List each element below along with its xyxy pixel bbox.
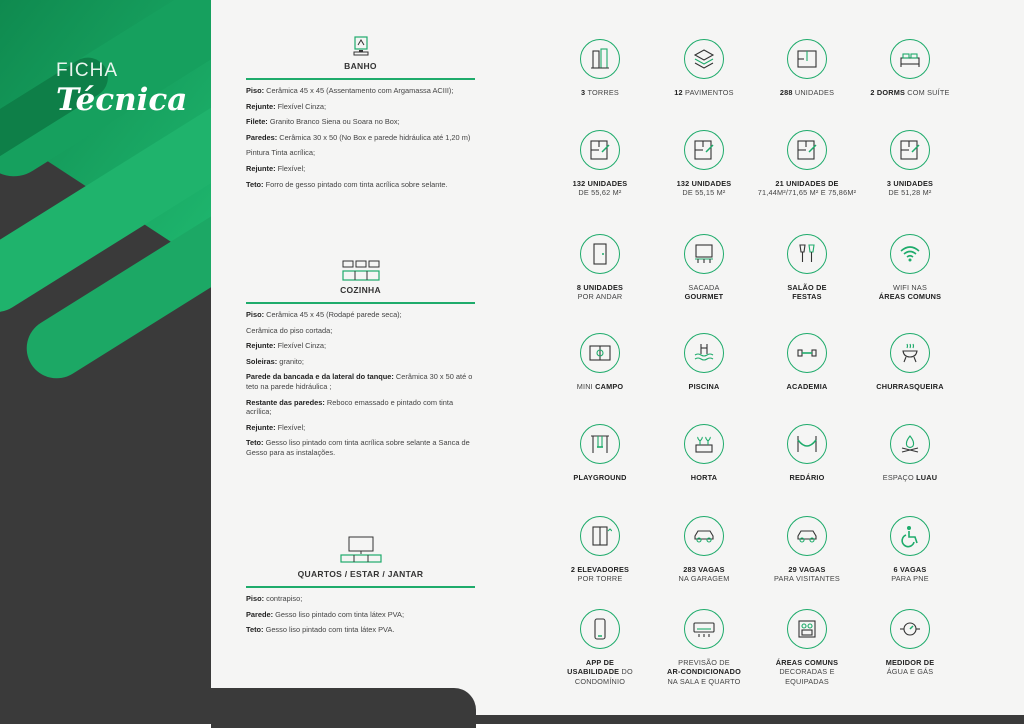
garden-icon — [684, 424, 724, 464]
feature-item — [752, 424, 862, 482]
divider — [246, 302, 475, 304]
feature-label-text: 29 VAGAS — [788, 565, 826, 574]
spec-label: Rejunte: — [246, 101, 276, 111]
feature-label-text: DE 55,62 M² — [578, 188, 622, 198]
feature-label-text: 21 UNIDADES DE — [775, 179, 839, 188]
feature-item — [545, 609, 655, 686]
feature-label-text: ÁREAS COMUNS — [878, 292, 942, 302]
feature-item — [649, 130, 759, 198]
feature-label — [752, 658, 862, 686]
feature-label-text: CONDOMÍNIO — [574, 676, 626, 686]
feature-label-line — [752, 667, 862, 676]
spec-item — [246, 164, 475, 174]
feature-label — [649, 473, 759, 482]
feature-label-line — [545, 179, 655, 188]
feature-item — [752, 234, 862, 302]
feature-label-text: HORTA — [690, 473, 718, 482]
spec-text: Cerâmica 30 x 50 (No Box e parede hidráulica até 1,20 m) — [277, 132, 471, 142]
feature-label-text: ACADEMIA — [786, 382, 828, 391]
feature-item — [545, 516, 655, 584]
hammock-icon — [787, 424, 827, 464]
feature-label-text: 6 VAGAS — [893, 565, 927, 574]
spec-item — [246, 610, 475, 620]
soccer-field-icon — [580, 333, 620, 373]
feature-label — [545, 88, 655, 97]
feature-item — [752, 333, 862, 391]
feature-label-line — [545, 292, 655, 301]
feature-label-line — [545, 88, 655, 97]
section-title: BANHO — [344, 61, 377, 71]
spec-text: Gesso liso pintado com tinta látex PVA; — [273, 609, 405, 619]
pool-icon — [684, 333, 724, 373]
kitchen-icon — [341, 260, 381, 282]
meter-icon — [890, 609, 930, 649]
feature-label-text: GOURMET — [684, 292, 724, 302]
car-icon — [787, 516, 827, 556]
feature-label-line — [545, 283, 655, 292]
spec-item — [246, 86, 475, 96]
spec-list — [246, 594, 475, 635]
feature-label-text: NA SALA E QUARTO — [667, 676, 741, 686]
feature-label — [649, 382, 759, 391]
swing-icon — [580, 424, 620, 464]
feature-label-line — [752, 88, 862, 97]
spec-label: Teto: — [246, 625, 264, 635]
spec-item — [246, 357, 475, 367]
spec-item — [246, 117, 475, 127]
spec-text: Granito Branco Siena ou Soara no Box; — [267, 117, 400, 127]
feature-label — [855, 283, 965, 302]
feature-label — [649, 179, 759, 198]
feature-label-text: SACADA — [688, 283, 720, 292]
feature-label-text: PLAYGROUND — [573, 473, 627, 482]
spec-text: Cerâmica 45 x 45 (Rodapé parede seca); — [264, 310, 402, 319]
feature-label-text: 3 UNIDADES — [886, 179, 934, 188]
floorplan-icon — [684, 130, 724, 170]
spec-item — [246, 341, 475, 351]
spec-list — [246, 86, 475, 189]
spec-text: Pintura Tinta acrílica; — [246, 148, 316, 158]
feature-label-text: 288 — [779, 88, 795, 97]
spec-text: Forro de gesso pintado com tinta acrílica sobre selante. — [263, 179, 448, 189]
left-panel — [0, 0, 211, 724]
feature-label-text: CAMPO — [595, 382, 624, 391]
feature-label-line — [855, 88, 965, 97]
floors-icon — [684, 39, 724, 79]
feature-item — [855, 130, 965, 198]
feature-label-text: 3 — [581, 88, 588, 97]
feature-label-text: ESPAÇO — [882, 473, 917, 482]
divider — [246, 586, 475, 588]
floorplan-icon — [787, 130, 827, 170]
door-icon — [580, 234, 620, 274]
feature-label-text: 8 UNIDADES — [576, 283, 624, 292]
feature-label-line — [649, 292, 759, 301]
feature-label-text: FESTAS — [792, 292, 822, 302]
living-room-icon — [339, 536, 383, 566]
feature-label-text: DECORADAS E — [779, 667, 835, 677]
feature-item — [752, 516, 862, 584]
elevator-icon — [580, 516, 620, 556]
feature-label — [752, 283, 862, 302]
feature-label-line — [545, 677, 655, 686]
divider — [246, 78, 475, 80]
feature-label-line — [752, 473, 862, 482]
feature-label — [752, 88, 862, 97]
feature-label-text: PARA PNE — [891, 574, 929, 584]
feature-label-line — [752, 283, 862, 292]
feature-label-text: AR-CONDICIONADO — [667, 667, 741, 677]
spec-label: Rejunte: — [246, 422, 276, 432]
spec-item — [246, 625, 475, 635]
spec-text: Cerâmica 45 x 45 (Assentamento com Argamassa ACIII); — [264, 86, 454, 95]
feature-label — [545, 565, 655, 584]
spec-item — [246, 148, 475, 158]
feature-item — [649, 39, 759, 97]
feature-item — [545, 39, 655, 97]
feature-label — [545, 382, 655, 391]
feature-label — [545, 473, 655, 482]
spec-text: granito; — [277, 356, 304, 366]
floorplan-icon — [580, 130, 620, 170]
section-quartos — [246, 536, 475, 635]
feature-label — [855, 473, 965, 482]
feature-label-text: PISCINA — [688, 382, 720, 391]
spec-item — [246, 133, 475, 143]
feature-label-line — [649, 473, 759, 482]
feature-item — [855, 424, 965, 482]
feature-label-text: APP DE — [585, 658, 615, 667]
feature-label-text: POR TORRE — [577, 574, 623, 584]
car-icon — [684, 516, 724, 556]
spec-label: Rejunte: — [246, 341, 276, 351]
feature-label-line — [752, 292, 862, 301]
spec-item — [246, 180, 475, 190]
feature-label — [649, 88, 759, 97]
feature-label-text: REDÁRIO — [789, 473, 825, 482]
feature-label-text: PARA VISITANTES — [774, 574, 840, 584]
feature-label-text: MEDIDOR DE — [885, 658, 935, 667]
feature-label — [545, 658, 655, 686]
spec-label: Piso: — [246, 594, 265, 603]
feature-label-line — [855, 292, 965, 301]
smartphone-icon — [580, 609, 620, 649]
feature-item — [855, 39, 965, 97]
feature-label-line — [649, 677, 759, 686]
spec-item — [246, 423, 475, 433]
feature-label-text: ÁREAS COMUNS — [775, 658, 839, 667]
spec-text: Flexível; — [275, 422, 306, 432]
spec-label: Filete: — [246, 117, 268, 127]
feature-label-line — [855, 188, 965, 197]
feature-item — [855, 516, 965, 584]
grill-icon — [890, 333, 930, 373]
feature-label — [752, 565, 862, 584]
spec-label: Teto: — [246, 179, 264, 189]
balcony-icon — [684, 234, 724, 274]
spec-text: Flexível Cinza; — [275, 101, 327, 111]
ficha-title: FICHA — [56, 60, 118, 81]
feature-label-line — [545, 565, 655, 574]
dumbbell-icon — [787, 333, 827, 373]
spec-text: Flexível Cinza; — [275, 341, 327, 351]
feature-label-text: WIFI NAS — [892, 283, 928, 292]
feature-item — [855, 234, 965, 302]
spec-list — [246, 310, 475, 458]
floorplan-icon — [890, 130, 930, 170]
spec-text: Flexível; — [275, 163, 306, 173]
feature-label-line — [752, 188, 862, 197]
feature-label-line — [649, 88, 759, 97]
bottom-tab — [211, 688, 476, 728]
feature-label-line — [855, 382, 965, 391]
feature-label-line — [545, 382, 655, 391]
spec-text: Gesso liso pintado com tinta látex PVA. — [263, 625, 395, 635]
feature-label-text: DE 55,15 M² — [682, 188, 726, 198]
feature-item — [752, 609, 862, 686]
spec-label: Piso: — [246, 310, 265, 319]
spec-label: Teto: — [246, 438, 264, 448]
feature-item — [545, 424, 655, 482]
feature-label-line — [855, 565, 965, 574]
feature-label-line — [649, 382, 759, 391]
feature-item — [649, 609, 759, 686]
wheelchair-icon — [890, 516, 930, 556]
feature-item — [649, 516, 759, 584]
feature-label-line — [752, 574, 862, 583]
feature-item — [649, 333, 759, 391]
spec-item — [246, 438, 475, 457]
feature-label-text: 2 DORMS — [870, 88, 908, 97]
feature-label-text: DO — [621, 667, 633, 677]
feature-label-line — [545, 473, 655, 482]
feature-label-text: DE 51,28 M² — [888, 188, 932, 198]
feature-item — [855, 333, 965, 391]
feature-item — [752, 39, 862, 97]
feature-item — [649, 424, 759, 482]
feature-item — [855, 609, 965, 677]
spec-text: Cerâmica do piso cortada; — [246, 325, 333, 335]
feature-label-line — [855, 473, 965, 482]
feature-label-text: LUAU — [916, 473, 938, 482]
feature-label-text: 71,44M²/71,65 M² E 75,86M² — [757, 188, 857, 198]
feature-label-line — [545, 658, 655, 667]
feature-label-text: TORRES — [587, 88, 619, 97]
bonfire-icon — [890, 424, 930, 464]
feature-label-text: USABILIDADE — [567, 667, 622, 677]
feature-label-text: SALÃO DE — [787, 283, 827, 292]
bed-icon — [890, 39, 930, 79]
feature-label-line — [649, 658, 759, 667]
feature-label-line — [545, 574, 655, 583]
feature-label — [649, 658, 759, 686]
feature-label-text: UNIDADES — [794, 88, 835, 97]
feature-label-text: 132 UNIDADES — [676, 179, 732, 188]
feature-item — [752, 130, 862, 198]
feature-label — [752, 179, 862, 198]
feature-label-text: 283 VAGAS — [683, 565, 725, 574]
feature-label — [545, 283, 655, 302]
spec-label: Paredes: — [246, 132, 278, 142]
feature-label-line — [545, 188, 655, 197]
feature-label-line — [649, 574, 759, 583]
spec-text: Gesso liso pintado com tinta acrílica sobre selante a Sanca de Gesso para as instalações. — [246, 438, 470, 457]
feature-label-line — [649, 283, 759, 292]
feature-label-line — [752, 677, 862, 686]
feature-label-line — [855, 667, 965, 676]
feature-label — [855, 88, 965, 97]
feature-label-line — [649, 188, 759, 197]
section-title: COZINHA — [340, 285, 381, 295]
feature-label-line — [752, 179, 862, 188]
spec-label: Parede da bancada e da lateral do tanque: — [246, 372, 394, 382]
feature-label-line — [649, 565, 759, 574]
feature-label — [752, 382, 862, 391]
feature-label-text: PREVISÃO DE — [678, 658, 730, 667]
feature-label — [855, 179, 965, 198]
towers-icon — [580, 39, 620, 79]
feature-label-text: NA GARAGEM — [678, 574, 730, 584]
section-cozinha — [246, 260, 475, 458]
spec-item — [246, 102, 475, 112]
spec-text: Cerâmica 30 x 50 até o teto na parede hidráulica ; — [246, 372, 473, 391]
air-conditioner-icon — [684, 609, 724, 649]
feature-label — [752, 473, 862, 482]
feature-label-line — [649, 179, 759, 188]
feature-item — [545, 130, 655, 198]
tecnica-title: Técnica — [56, 82, 188, 118]
feature-label — [855, 565, 965, 584]
feature-label-line — [855, 574, 965, 583]
units-icon — [787, 39, 827, 79]
spec-item — [246, 326, 475, 336]
spec-text: Reboco emassado e pintado com tinta acrílica; — [246, 397, 454, 417]
feature-label — [649, 283, 759, 302]
wifi-icon — [890, 234, 930, 274]
feature-label-text: 12 — [674, 88, 686, 97]
feature-item — [649, 234, 759, 302]
feature-label — [649, 565, 759, 584]
spec-label: Piso: — [246, 86, 265, 95]
feature-label-text: MINI — [576, 382, 596, 391]
feature-label-line — [752, 382, 862, 391]
feature-item — [545, 234, 655, 302]
spec-label: Restante das paredes: — [246, 397, 325, 407]
feature-item — [545, 333, 655, 391]
feature-label — [855, 658, 965, 677]
spec-label: Parede: — [246, 609, 274, 619]
spec-label: Rejunte: — [246, 163, 276, 173]
spec-item — [246, 310, 475, 320]
feature-label-line — [752, 565, 862, 574]
feature-label-line — [855, 179, 965, 188]
feature-label-text: PAVIMENTOS — [685, 88, 734, 97]
feature-label-line — [855, 283, 965, 292]
feature-label-text: ÁGUA E GÁS — [886, 667, 934, 677]
feature-label-text: CHURRASQUEIRA — [876, 382, 944, 391]
feature-label-text: POR ANDAR — [577, 292, 623, 302]
toast-icon — [787, 234, 827, 274]
spec-label: Soleiras: — [246, 356, 278, 366]
feature-label-line — [649, 667, 759, 676]
feature-label-text: 2 ELEVADORES — [570, 565, 630, 574]
spec-item — [246, 594, 475, 604]
feature-label-line — [855, 658, 965, 667]
bathroom-icon — [351, 36, 371, 58]
feature-label — [545, 179, 655, 198]
spec-text: contrapiso; — [264, 594, 303, 603]
feature-label — [855, 382, 965, 391]
feature-label-line — [545, 667, 655, 676]
spec-item — [246, 372, 475, 391]
feature-label-text: 132 UNIDADES — [572, 179, 628, 188]
feature-label-text: COM SUÍTE — [907, 88, 950, 97]
section-title: QUARTOS / ESTAR / JANTAR — [297, 569, 424, 579]
kitchen-stove-icon — [787, 609, 827, 649]
section-banho — [246, 36, 475, 189]
feature-label-text: EQUIPADAS — [785, 676, 829, 686]
spec-item — [246, 398, 475, 417]
feature-label-line — [752, 658, 862, 667]
